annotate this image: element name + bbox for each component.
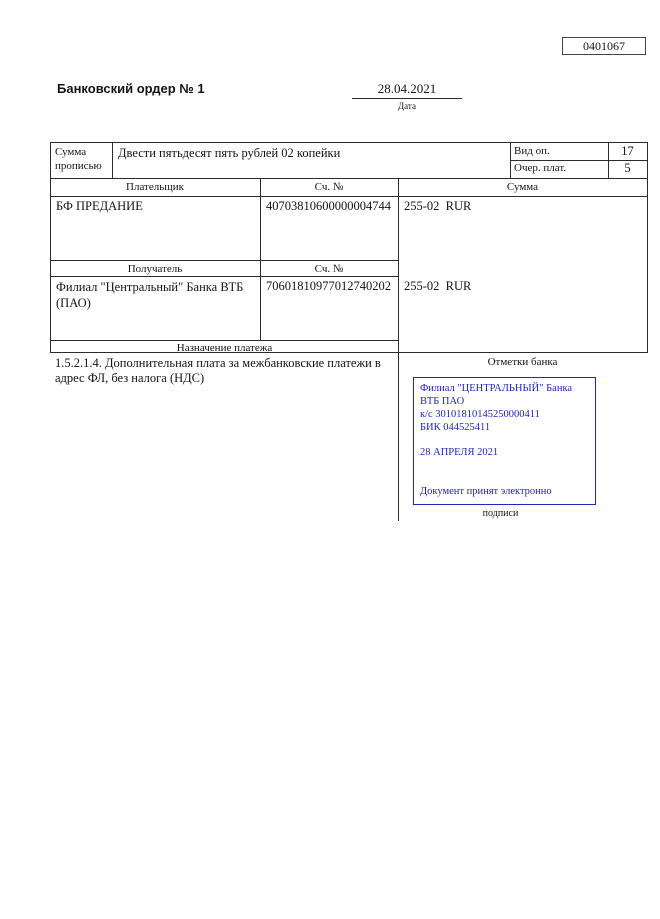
- grid-line-v-optype-left: [510, 142, 511, 178]
- amount-words-value: Двести пятьдесят пять рублей 02 копейки: [118, 146, 341, 160]
- form-code: 0401067: [562, 37, 646, 55]
- amount-column-header: Сумма: [506, 181, 539, 193]
- payer-account-header: Сч. №: [314, 181, 344, 193]
- bank-stamp-text: [420, 382, 591, 434]
- stamp-line: Филиал "ЦЕНТРАЛЬНЫЙ" Банка: [420, 383, 573, 394]
- op-type-value: 17: [621, 144, 634, 158]
- stamp-line: к/с 30101810145250000411: [420, 409, 540, 420]
- payee-amount: 255-02 RUR: [404, 279, 472, 293]
- payer-amount: 255-02 RUR: [404, 199, 472, 213]
- table-border-top: [50, 142, 648, 143]
- payment-priority-label: Очер. плат.: [514, 162, 567, 174]
- grid-line-v-account: [260, 178, 261, 340]
- bank-stamp: [413, 377, 596, 505]
- stamp-date: 28 АПРЕЛЯ 2021: [420, 447, 499, 458]
- date-value: 28.04.2021: [377, 81, 437, 96]
- payee-account: 70601810977012740202: [266, 279, 391, 293]
- date-underline: [352, 98, 462, 99]
- table-border-right: [647, 142, 648, 352]
- bank-marks-header: Отметки банка: [487, 356, 558, 368]
- grid-line-v-amountwords: [112, 142, 113, 178]
- purpose-header: Назначение платежа: [176, 342, 273, 354]
- payee-header: Получатель: [127, 263, 183, 275]
- grid-line-h-purpose-top: [50, 340, 399, 341]
- payer-header: Плательщик: [126, 181, 184, 193]
- op-type-label: Вид оп.: [514, 145, 550, 157]
- payer-name: БФ ПРЕДАНИЕ: [56, 199, 143, 213]
- grid-line-h-payee-top: [50, 260, 399, 261]
- grid-line-h-payee-header-bottom: [50, 276, 399, 277]
- grid-line-h-headers-bottom: [50, 196, 648, 197]
- payee-name: Филиал "Центральный" Банка ВТБ (ПАО): [56, 280, 244, 310]
- payer-account: 40703810600000004744: [266, 199, 391, 213]
- payment-priority-value: 5: [624, 161, 631, 175]
- stamp-line: БИК 044525411: [420, 422, 491, 433]
- signatures-label: подписи: [482, 508, 519, 519]
- table-border-left: [50, 142, 51, 352]
- stamp-note: Документ принят электронно: [420, 486, 552, 497]
- date-label: Дата: [398, 101, 416, 111]
- stamp-line: ВТБ ПАО: [420, 396, 465, 407]
- payee-account-header: Сч. №: [314, 263, 344, 275]
- purpose-text: 1.5.2.1.4. Дополнительная плата за межбанковские платежи в адрес ФЛ, без налога (НДС): [55, 356, 381, 385]
- amount-words-label: Сумма прописью: [55, 146, 102, 172]
- document-title: Банковский ордер № 1: [57, 81, 205, 96]
- grid-line-h-sumrow-bottom: [50, 178, 648, 179]
